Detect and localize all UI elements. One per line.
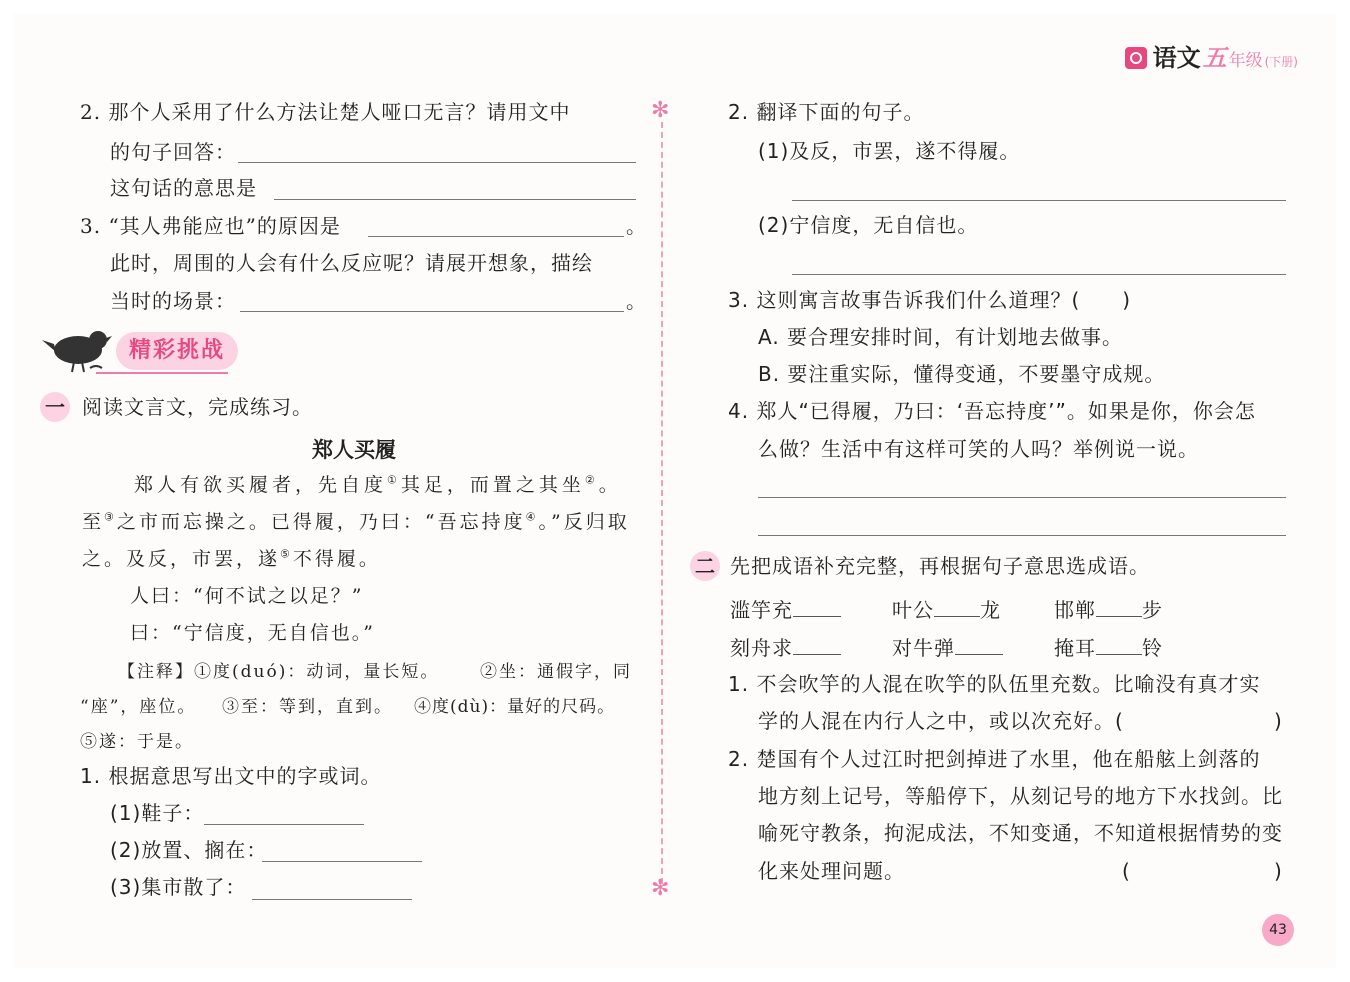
volume-label: (下册) [1264, 55, 1298, 69]
idiom-text: 滥竽充 [730, 598, 793, 622]
sentence2-line3: 喻死守教条，拘泥成法，不知变通，不知道根据情势的变 [758, 821, 1283, 845]
idiom-blank[interactable] [793, 636, 841, 655]
idiom-text: 刻舟求 [730, 636, 793, 660]
right-q3: 3. 这则寓言故事告诉我们什么道理？( ) [728, 288, 1132, 312]
note-line3: ⑤遂：于是。 [80, 732, 194, 752]
sentence1-line1: 1. 不会吹竽的人混在吹竽的队伍里充数。比喻没有真才实 [728, 672, 1261, 696]
idiom-text: 邯郸 [1054, 598, 1096, 622]
answer-blank[interactable] [758, 497, 1286, 498]
footnote-mark: ③ [104, 510, 117, 524]
grade-number: 五 [1202, 44, 1227, 72]
note-line1b: ②坐：通假字，同 [480, 662, 632, 682]
story-title: 郑人买履 [312, 438, 396, 462]
story-text: 。 [598, 474, 622, 496]
page-number: 43 [1262, 914, 1294, 946]
answer-blank[interactable] [252, 899, 412, 900]
answer-blank[interactable] [274, 199, 636, 200]
page-divider [661, 122, 663, 884]
star-icon: ✻ [651, 98, 670, 123]
idiom-item [1054, 634, 1163, 662]
answer-blank[interactable] [262, 861, 422, 862]
left-q1-2: (2)放置、搁在： [110, 838, 268, 862]
left-q3-period2: 。 [626, 289, 647, 313]
footnote-mark: ② [584, 473, 599, 487]
story-paragraph-2 [82, 509, 630, 535]
bird-icon [40, 324, 112, 374]
story-paragraph-1 [134, 472, 622, 498]
idiom-item [730, 596, 841, 624]
idiom-item [1054, 596, 1163, 624]
section-badge: 一 [40, 392, 70, 422]
challenge-banner: 精彩挑战 [116, 332, 238, 370]
left-q3-period: 。 [626, 214, 647, 238]
idiom-text: 步 [1142, 598, 1163, 622]
story-text: 至 [82, 511, 105, 533]
story-text: 之市而忘操之。已得履，乃曰：“吾忘持度 [116, 511, 526, 533]
idiom-item [892, 634, 1003, 662]
story-text: 。”反归取 [538, 511, 630, 533]
sentence2-line2: 地方刻上记号，等船停下，从刻记号的地方下水找剑。比 [758, 784, 1283, 808]
subject-label: 语文 [1152, 44, 1201, 72]
right-q2-1: (1)及反，市罢，遂不得履。 [758, 139, 1021, 163]
story-text: 其足，而置之其坐 [400, 474, 585, 496]
grade-label: 年级 [1228, 51, 1263, 71]
idiom-text: 掩耳 [1054, 636, 1096, 660]
right-q3-option-a: A. 要合理安排时间，有计划地去做事。 [758, 325, 1124, 349]
idiom-item [892, 596, 1001, 624]
subject-brand [1125, 38, 1298, 73]
footnote-mark: ④ [525, 510, 539, 524]
note-line2a: “座”，座位。 [80, 697, 197, 717]
note-line2c: ④度(dù)：量好的尺码。 [414, 697, 616, 717]
banner-underline [96, 372, 228, 374]
left-q1-1: (1)鞋子： [110, 801, 205, 825]
left-q2-line1: 2. 那个人采用了什么方法让楚人哑口无言？请用文中 [80, 100, 571, 124]
answer-paren-close[interactable]: ) [1274, 859, 1283, 883]
idiom-text: 叶公 [892, 598, 934, 622]
left-q1: 1. 根据意思写出文中的字或词。 [80, 764, 382, 788]
right-q2: 2. 翻译下面的句子。 [728, 100, 925, 124]
sentence2-line1: 2. 楚国有个人过江时把剑掉进了水里，他在船舷上剑落的 [728, 747, 1261, 771]
story-paragraph-3 [82, 546, 381, 572]
idiom-text: 龙 [980, 598, 1001, 622]
section2-title: 先把成语补充完整，再根据句子意思选成语。 [730, 554, 1150, 578]
right-q3-option-b: B. 要注重实际，懂得变通，不要墨守成规。 [758, 362, 1166, 386]
story-text: 不得履。 [292, 548, 381, 570]
idiom-item [730, 634, 841, 662]
answer-blank[interactable] [368, 236, 624, 237]
footnote-mark: ⑤ [280, 547, 293, 561]
answer-blank[interactable] [758, 535, 1286, 536]
right-q4-line1: 4. 郑人“已得履，乃曰：‘吾忘持度’”。如果是你，你会怎 [728, 399, 1256, 423]
star-icon: ✻ [651, 876, 670, 901]
right-q4-line2: 么做？生活中有这样可笑的人吗？举例说一说。 [758, 437, 1199, 461]
sentence1-line2: 学的人混在内行人之中，或以次充好。( [758, 709, 1124, 733]
brand-logo-icon [1125, 47, 1147, 69]
idiom-blank[interactable] [1096, 598, 1142, 617]
idiom-blank[interactable] [934, 598, 980, 617]
answer-blank[interactable] [238, 162, 636, 163]
left-q2-line2: 的句子回答： [110, 140, 236, 164]
right-q2-2: (2)宁信度，无自信也。 [758, 213, 979, 237]
left-q3-line2: 此时，周围的人会有什么反应呢？请展开想象，描绘 [110, 251, 593, 275]
idiom-text: 对牛弹 [892, 636, 955, 660]
answer-blank[interactable] [792, 274, 1286, 275]
section-badge: 二 [690, 551, 720, 581]
story-paragraph-5: 曰：“宁信度，无自信也。” [130, 622, 375, 644]
footnote-mark: ① [387, 473, 401, 487]
section1-title: 阅读文言文，完成练习。 [82, 395, 313, 419]
idiom-text: 铃 [1142, 636, 1163, 660]
left-q1-3: (3)集市散了： [110, 875, 247, 899]
left-q2-line3: 这句话的意思是 [110, 176, 257, 200]
idiom-blank[interactable] [793, 598, 841, 617]
story-paragraph-4: 人曰：“何不试之以足？” [130, 585, 364, 607]
sentence2-line4: 化来处理问题。 [758, 859, 905, 883]
idiom-blank[interactable] [1096, 636, 1142, 655]
note-line1a: 【注释】①度(duó)：动词，量长短。 [118, 662, 440, 682]
left-q3-line1: 3. “其人弗能应也”的原因是 [80, 214, 341, 238]
story-text: 之。及反，市罢，遂 [82, 548, 281, 570]
answer-blank[interactable] [204, 824, 364, 825]
note-line2b: ③至：等到，直到。 [222, 697, 393, 717]
answer-blank[interactable] [792, 200, 1286, 201]
answer-paren-open[interactable]: ( [1122, 859, 1131, 883]
idiom-blank[interactable] [955, 636, 1003, 655]
story-text: 郑人有欲买履者，先自度 [134, 474, 388, 496]
answer-blank[interactable] [240, 311, 624, 312]
answer-paren-close[interactable]: ) [1274, 709, 1283, 733]
left-q3-line3: 当时的场景： [110, 289, 236, 313]
